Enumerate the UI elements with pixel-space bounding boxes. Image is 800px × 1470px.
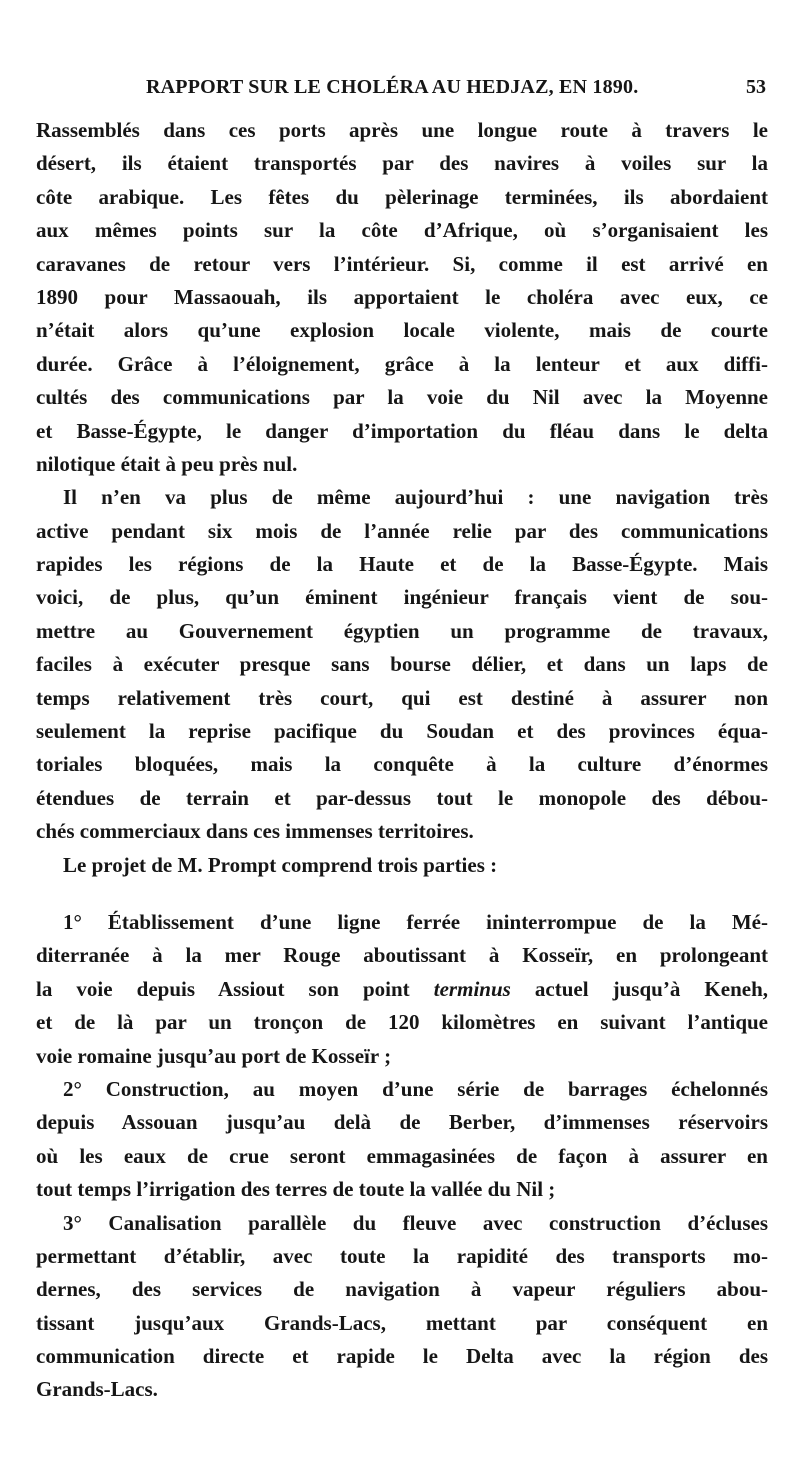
- page-header: [36, 76, 766, 106]
- page-number: 53: [746, 76, 766, 98]
- text-line: Le projet de M. Prompt comprend trois parties :: [63, 852, 498, 877]
- text-line-with-italic: [36, 973, 768, 1006]
- text-line: 2° Construction, au moyen d’une série de barrages échelonnés: [63, 1076, 768, 1101]
- text-line: diterranée à la mer Rouge aboutissant à Kosseïr, en prolongeant: [36, 943, 768, 968]
- text-line: 1890 pour Massaouah, ils apportaient le choléra avec eux, ce: [36, 284, 768, 309]
- text-line: et de là par un tronçon de 120 kilomètres en suivant l’antique: [36, 1010, 768, 1035]
- text-line: aux mêmes points sur la côte d’Afrique, où s’organisaient les: [36, 218, 768, 243]
- text-line: caravanes de retour vers l’intérieur. Si, comme il est arrivé en: [36, 251, 768, 276]
- paragraph-2: [36, 481, 768, 848]
- text-line: désert, ils étaient transportés par des navires à voiles sur la: [36, 151, 768, 176]
- text-line: depuis Assouan jusqu’au delà de Berber, d’immenses réservoirs: [36, 1110, 768, 1135]
- text-line: côte arabique. Les fêtes du pèlerinage terminées, ils abordaient: [36, 184, 768, 209]
- running-title: RAPPORT SUR LE CHOLÉRA AU HEDJAZ, EN 1890.: [146, 76, 639, 98]
- text-segment: la voie depuis Assiout son point: [36, 976, 410, 1001]
- text-line: Grands-Lacs.: [36, 1377, 158, 1402]
- text-line: voie romaine jusqu’au port de Kosseïr ;: [36, 1043, 392, 1068]
- text-line: Il n’en va plus de même aujourd’hui : une navigation très: [63, 485, 768, 510]
- paragraph-item-2: [36, 1073, 768, 1207]
- paragraph-spacer: [36, 882, 768, 906]
- paragraph-3: [36, 849, 768, 882]
- text-line: durée. Grâce à l’éloignement, grâce à la lenteur et aux diffi-: [36, 351, 768, 376]
- text-line: faciles à exécuter presque sans bourse délier, et dans un laps de: [36, 652, 768, 677]
- text-line: voici, de plus, qu’un éminent ingénieur français vient de sou-: [36, 585, 768, 610]
- text-line: étendues de terrain et par-dessus tout le monopole des débou-: [36, 785, 768, 810]
- text-line: nilotique était à peu près nul.: [36, 451, 298, 476]
- text-line: où les eaux de crue seront emmagasinées de façon à assurer en: [36, 1143, 768, 1168]
- text-line: tout temps l’irrigation des terres de toute la vallée du Nil ;: [36, 1177, 556, 1202]
- text-line: active pendant six mois de l’année relie par des communications: [36, 518, 768, 543]
- text-line: toriales bloquées, mais la conquête à la culture d’énormes: [36, 752, 768, 777]
- paragraph-item-3: [36, 1207, 768, 1407]
- text-line: dernes, des services de navigation à vapeur réguliers abou-: [36, 1277, 768, 1302]
- italic-word: terminus: [433, 976, 511, 1001]
- text-line: et Basse-Égypte, le danger d’importation du fléau dans le delta: [36, 418, 768, 443]
- text-line: n’était alors qu’une explosion locale violente, mais de courte: [36, 318, 768, 343]
- text-line: rapides les régions de la Haute et de la Basse-Égypte. Mais: [36, 552, 768, 577]
- body-text: [36, 114, 768, 1407]
- text-line: tissant jusqu’aux Grands-Lacs, mettant par conséquent en: [36, 1310, 768, 1335]
- text-line: temps relativement très court, qui est destiné à assurer non: [36, 685, 768, 710]
- text-line: 3° Canalisation parallèle du fleuve avec construction d’écluses: [63, 1210, 768, 1235]
- text-line: cultés des communications par la voie du Nil avec la Moyenne: [36, 385, 768, 410]
- text-segment: actuel jusqu’à Keneh,: [534, 976, 769, 1001]
- text-line: chés commerciaux dans ces immenses territoires.: [36, 819, 474, 844]
- text-line: mettre au Gouvernement égyptien un programme de travaux,: [36, 618, 768, 643]
- text-line: Rassemblés dans ces ports après une longue route à travers le: [36, 118, 768, 142]
- paragraph-item-1: [36, 906, 768, 1073]
- text-line: communication directe et rapide le Delta avec la région des: [36, 1344, 768, 1369]
- text-line: seulement la reprise pacifique du Soudan et des provinces équa-: [36, 719, 768, 744]
- text-line: 1° Établissement d’une ligne ferrée ininterrompue de la Mé-: [63, 909, 768, 934]
- paragraph-1: [36, 114, 768, 481]
- text-line: permettant d’établir, avec toute la rapidité des transports mo-: [36, 1243, 768, 1268]
